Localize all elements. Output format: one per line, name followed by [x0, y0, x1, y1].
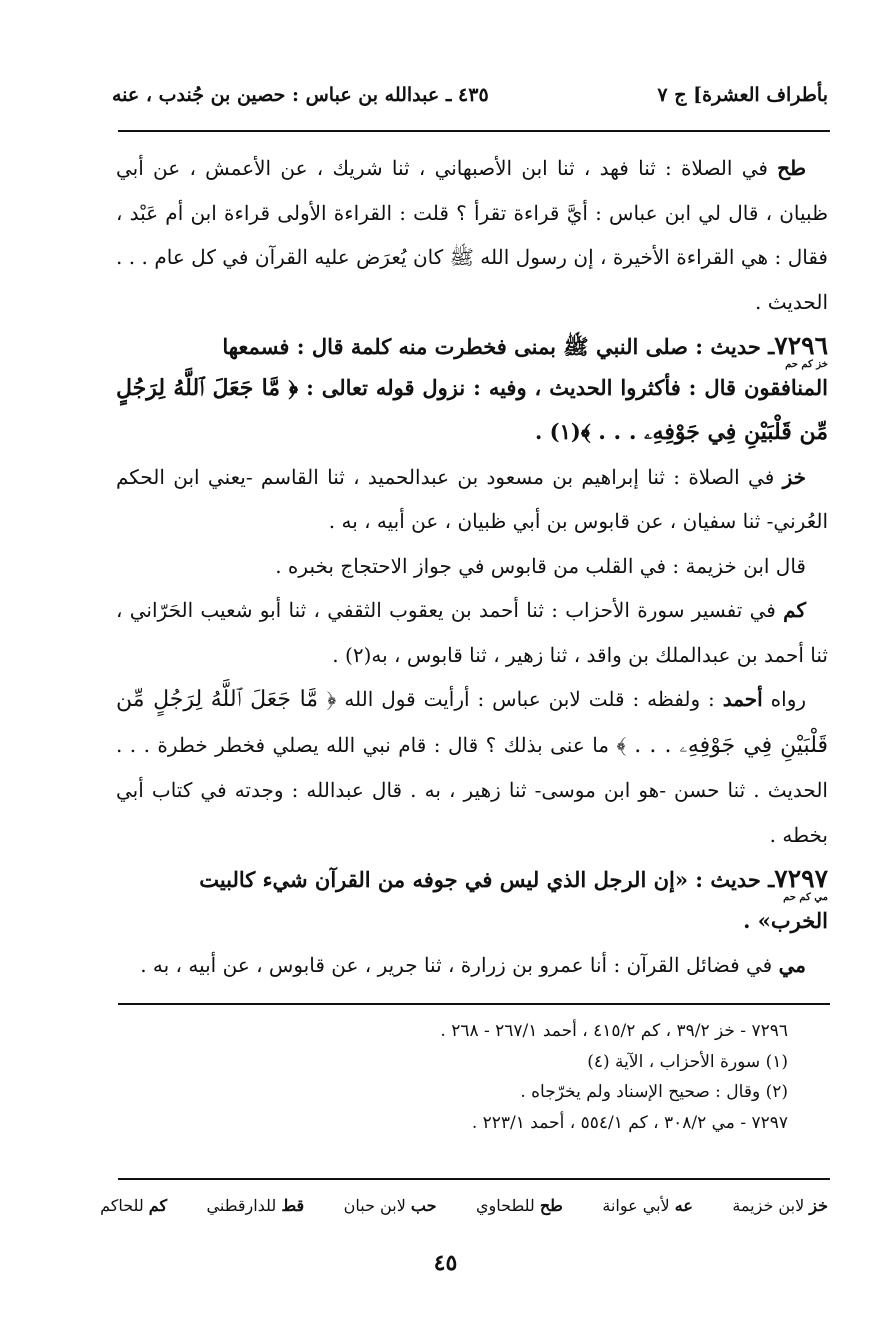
paragraph-ibn-khuzaymah	[116, 455, 828, 544]
abbreviation-legend	[100, 1196, 828, 1224]
footnote-line: ٧٢٩٦ - خز ٣٩/٢ ، كم ٤١٥/٢ ، أحمد ٢٦٧/١ - ٢٦٨ .	[440, 1021, 788, 1041]
hadith-source-codes: خز كم حم	[785, 358, 828, 370]
hadith-text-2: المنافقون قال : فأكثروا الحديث ، وفيه : نزول قوله تعالى :	[306, 374, 829, 400]
hadith-7296	[116, 324, 828, 455]
source-code: كم	[783, 598, 807, 622]
header-right: بأطراف العشرة] ج ٧	[657, 84, 828, 106]
paragraph-ahmad	[116, 677, 828, 857]
hadith-text-2: الخرب» .	[743, 907, 828, 933]
paragraph-comment	[116, 544, 828, 589]
header-rule	[118, 130, 830, 132]
paragraph-text: في الصلاة : ثنا إبراهيم بن مسعود بن عبدالحميد ، ثنا القاسم -يعني ابن الحكم العُرني- ثنا سفيان ، عن قابوس بن أبي ظبيان ، عن أبيه ، به .	[116, 464, 828, 533]
paragraph-darimi	[116, 943, 828, 988]
hadith-number: ٧٢٩٦	[774, 331, 828, 360]
legend-item: عه لأبي عوانة	[602, 1196, 693, 1215]
footnote-line: ٧٢٩٧ - مي ٣٠٨/٢ ، كم ٥٥٤/١ ، أحمد ٢٢٣/١ .	[471, 1112, 788, 1133]
footnote-rule	[118, 1003, 830, 1005]
legend-item: طح للطحاوي	[475, 1196, 563, 1215]
hadith-7297	[116, 857, 828, 943]
paragraph-text: في فضائل القرآن : أنا عمرو بن زرارة ، ثنا جرير ، عن قابوس ، عن أبيه ، به .	[140, 953, 773, 977]
paragraph-text: قال ابن خزيمة : في القلب من قابوس في جواز الاحتجاج بخبره .	[275, 553, 806, 578]
quran-verse: ﴿ مَّا جَعَلَ ٱللَّهُ لِرَجُلٍ مِّن قَلْبَيْنِ فِي جَوْفِهِۦ . . . ﴾	[116, 374, 828, 445]
quran-verse: ﴿ مَّا جَعَلَ ٱللَّهُ لِرَجُلٍ مِّن قَلْبَيْنِ فِي جَوْفِهِۦ . . . ﴾	[116, 687, 828, 758]
page-number: ٤٥	[433, 1250, 458, 1276]
source-code: طح	[777, 156, 806, 180]
legend-rule	[118, 1178, 830, 1180]
paragraph-text: : ولفظه : قلت لابن عباس : أرأيت قول الله	[344, 687, 715, 711]
paragraph-text-2: ما عنى بذلك ؟ قال : قام نبي الله يصلي فخطر خطرة . . . الحديث . ثنا حسن -هو ابن موسى- ثنا زهير ، به . قال عبدالله : وجدته في كتاب أبي بخطه .	[116, 732, 828, 847]
footnote-ref: (١) .	[535, 419, 581, 444]
paragraph-text: في تفسير سورة الأحزاب : ثنا أحمد بن يعقوب الثقفي ، ثنا أبو شعيب الحَرّاني ، ثنا أحمد بن عبدالملك بن واقد ، ثنا زهير ، ثنا قابوس ، به(٢) .	[116, 598, 828, 667]
hadith-text: ـ حديث : «إن الرجل الذي ليس في جوفه من القرآن شيء كالبيت	[199, 867, 775, 892]
hadith-text: ـ حديث : صلى النبي ﷺ بمنى فخطرت منه كلمة قال : فسمعها	[222, 334, 775, 359]
header-left: ٤٣٥ ـ عبدالله بن عباس : حصين بن جُندب ، عنه	[112, 84, 489, 106]
legend-item: قط للدارقطني	[206, 1196, 305, 1215]
paragraph-text: في الصلاة : ثنا فهد ، ثنا ابن الأصبهاني ، ثنا شريك ، عن الأعمش ، عن أبي ظبيان ، قال لي ابن عباس : أيَّ قراءة تقرأ ؟ قلت : القراءة الأولى قراءة ابن أم عَبْد ، فقال : هي القراءة الأخيرة ، إن رسول الله ﷺ كان يُعرَض عليه القرآن في كل عام . . . الحديث .	[116, 156, 828, 314]
legend-item: حب لابن حبان	[343, 1196, 437, 1215]
source-code: مي	[778, 953, 806, 977]
paragraph-lead: رواه	[770, 687, 807, 711]
hadith-source-codes: مي كم حم	[783, 891, 828, 903]
footnote-line: (١) سورة الأحزاب ، الآية (٤)	[587, 1051, 788, 1072]
footnotes	[116, 1016, 828, 1138]
hadith-number: ٧٢٩٧	[774, 864, 828, 893]
legend-item: كم للحاكم	[100, 1196, 168, 1215]
narrator-name: أحمد	[722, 687, 763, 711]
paragraph-hakim	[116, 588, 828, 677]
running-header	[112, 82, 828, 116]
paragraph-tahawi	[116, 146, 828, 324]
legend-item: خز لابن خزيمة	[732, 1196, 828, 1215]
main-text	[116, 146, 828, 988]
footnote-line: (٢) وقال : صحيح الإسناد ولم يخرّجاه .	[520, 1082, 788, 1102]
source-code: خز	[782, 464, 807, 489]
